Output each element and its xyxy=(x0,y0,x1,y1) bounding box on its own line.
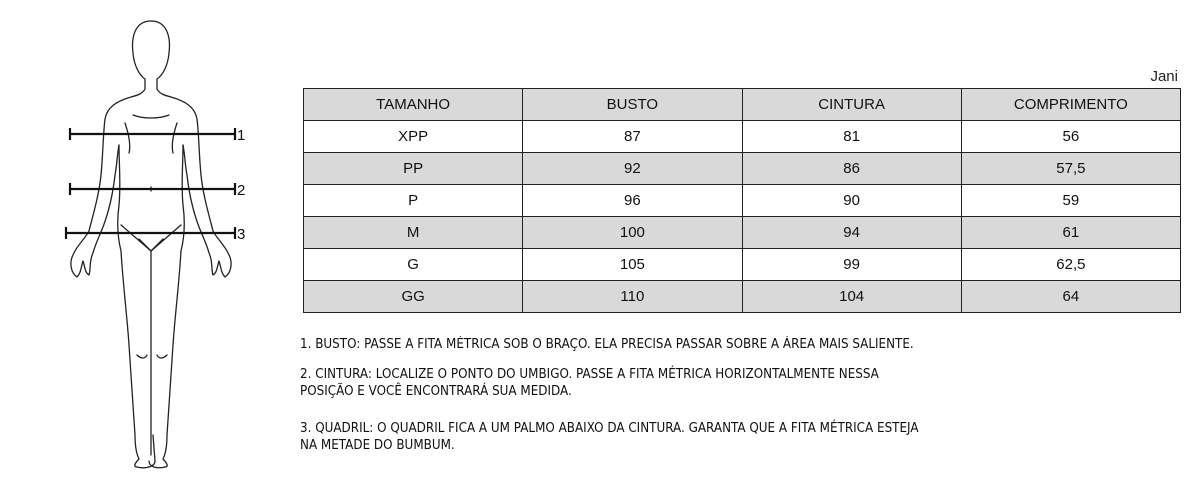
cintura-cell: 90 xyxy=(742,185,961,217)
table-header-row xyxy=(304,89,1181,121)
header-tamanho: TAMANHO xyxy=(304,89,523,121)
marker-1: 1 xyxy=(237,127,246,144)
body-outline xyxy=(71,21,231,468)
cintura-cell: 86 xyxy=(742,153,961,185)
size-cell: M xyxy=(304,217,523,249)
table-row xyxy=(304,121,1181,153)
comprimento-cell: 57,5 xyxy=(961,153,1180,185)
body-measurement-figure xyxy=(55,15,255,475)
note-cintura-line-2: POSIÇÃO E VOCÊ ENCONTRARÁ SUA MEDIDA. xyxy=(300,384,572,399)
note-cintura-line-1: 2. CINTURA: LOCALIZE O PONTO DO UMBIGO. PASSE A FITA MÉTRICA HORIZONTALMENTE NESSA xyxy=(300,367,879,382)
comprimento-cell: 59 xyxy=(961,185,1180,217)
header-busto: BUSTO xyxy=(523,89,742,121)
note-quadril xyxy=(300,420,962,454)
note-busto-text: 1. BUSTO: PASSE A FITA MÉTRICA SOB O BRAÇO. ELA PRECISA PASSAR SOBRE A ÁREA MAIS SALIENTE. xyxy=(300,337,914,352)
size-cell: XPP xyxy=(304,121,523,153)
note-cintura xyxy=(300,366,962,400)
comprimento-cell: 64 xyxy=(961,281,1180,313)
busto-cell: 87 xyxy=(523,121,742,153)
note-quadril-line-2: NA METADE DO BUMBUM. xyxy=(300,438,455,453)
table-row xyxy=(304,249,1181,281)
note-busto xyxy=(300,336,962,353)
busto-cell: 105 xyxy=(523,249,742,281)
size-cell: G xyxy=(304,249,523,281)
table-row xyxy=(304,153,1181,185)
measurement-instructions xyxy=(300,336,962,466)
size-cell: P xyxy=(304,185,523,217)
table-row xyxy=(304,185,1181,217)
note-quadril-line-1: 3. QUADRIL: O QUADRIL FICA A UM PALMO ABAIXO DA CINTURA. GARANTA QUE A FITA MÉTRICA ESTEJA xyxy=(300,421,919,436)
table-row xyxy=(304,217,1181,249)
busto-cell: 110 xyxy=(523,281,742,313)
header-comprimento: COMPRIMENTO xyxy=(961,89,1180,121)
comprimento-cell: 56 xyxy=(961,121,1180,153)
marker-3: 3 xyxy=(237,226,246,243)
table-row xyxy=(304,281,1181,313)
cintura-cell: 99 xyxy=(742,249,961,281)
size-cell: PP xyxy=(304,153,523,185)
busto-cell: 96 xyxy=(523,185,742,217)
busto-cell: 100 xyxy=(523,217,742,249)
brand-label: Jani xyxy=(1150,68,1178,85)
header-cintura: CINTURA xyxy=(742,89,961,121)
marker-2: 2 xyxy=(237,182,246,199)
busto-cell: 92 xyxy=(523,153,742,185)
cintura-cell: 81 xyxy=(742,121,961,153)
cintura-cell: 104 xyxy=(742,281,961,313)
size-chart-table xyxy=(303,88,1181,313)
size-cell: GG xyxy=(304,281,523,313)
comprimento-cell: 62,5 xyxy=(961,249,1180,281)
comprimento-cell: 61 xyxy=(961,217,1180,249)
cintura-cell: 94 xyxy=(742,217,961,249)
